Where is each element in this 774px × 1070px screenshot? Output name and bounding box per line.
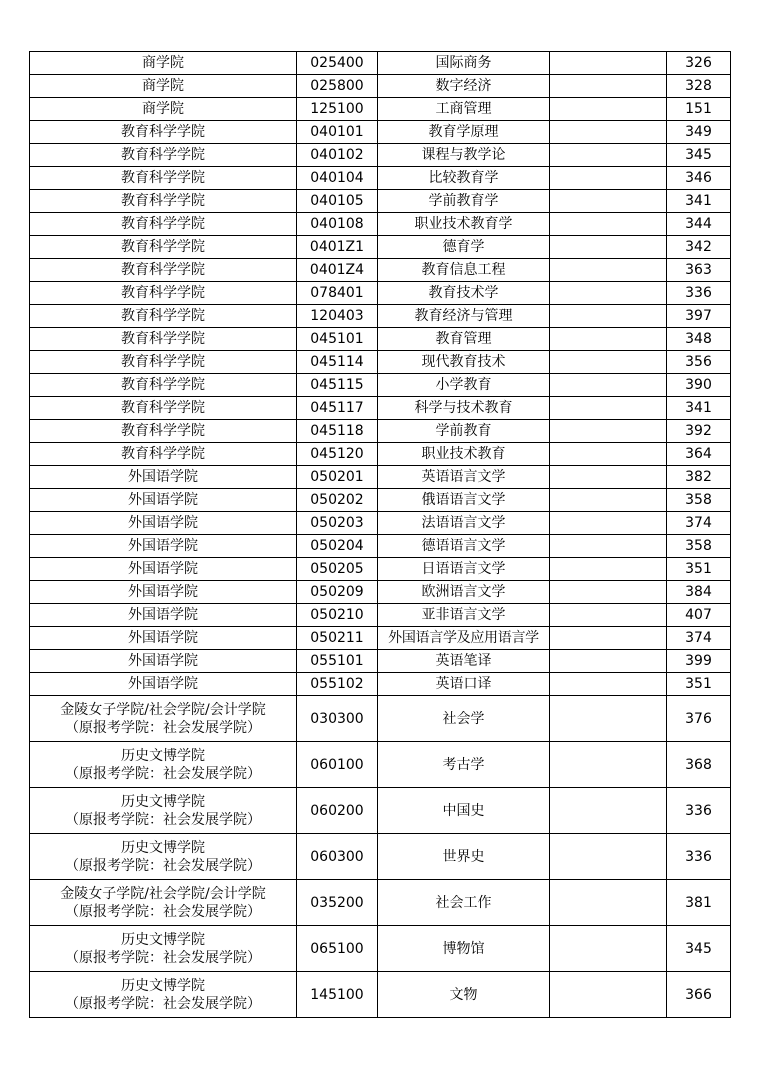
score-cell: 407 bbox=[667, 604, 731, 627]
school-cell bbox=[30, 466, 297, 489]
school-name-line: （原报考学院：社会发展学院） bbox=[65, 811, 261, 828]
score-cell: 366 bbox=[667, 972, 731, 1018]
table-row bbox=[30, 52, 731, 75]
table-row bbox=[30, 650, 731, 673]
empty-cell bbox=[550, 75, 667, 98]
table-row bbox=[30, 397, 731, 420]
empty-cell bbox=[550, 443, 667, 466]
major-code-cell: 060300 bbox=[297, 834, 378, 880]
school-name-line: 教育科学学院 bbox=[121, 331, 205, 347]
school-cell bbox=[30, 972, 297, 1018]
score-cell: 336 bbox=[667, 788, 731, 834]
school-cell bbox=[30, 673, 297, 696]
school-name-line: 外国语学院 bbox=[128, 515, 198, 531]
major-name-cell: 教育技术学 bbox=[378, 282, 550, 305]
empty-cell bbox=[550, 52, 667, 75]
school-cell bbox=[30, 788, 297, 834]
major-code-cell: 065100 bbox=[297, 926, 378, 972]
school-cell bbox=[30, 121, 297, 144]
school-cell bbox=[30, 75, 297, 98]
table-row bbox=[30, 696, 731, 742]
table-row bbox=[30, 144, 731, 167]
empty-cell bbox=[550, 696, 667, 742]
major-code-cell: 050202 bbox=[297, 489, 378, 512]
major-code-cell: 050210 bbox=[297, 604, 378, 627]
major-name-cell: 俄语语言文学 bbox=[378, 489, 550, 512]
major-name-cell: 教育经济与管理 bbox=[378, 305, 550, 328]
major-name-cell: 博物馆 bbox=[378, 926, 550, 972]
empty-cell bbox=[550, 144, 667, 167]
table-row bbox=[30, 673, 731, 696]
school-cell bbox=[30, 98, 297, 121]
school-cell bbox=[30, 282, 297, 305]
school-name-line: 教育科学学院 bbox=[121, 423, 205, 439]
empty-cell bbox=[550, 282, 667, 305]
major-name-cell: 外国语言学及应用语言学 bbox=[378, 627, 550, 650]
major-code-cell: 045117 bbox=[297, 397, 378, 420]
school-cell bbox=[30, 374, 297, 397]
table-row bbox=[30, 535, 731, 558]
school-name-line: 历史文博学院 bbox=[121, 977, 205, 994]
school-name-line: （原报考学院：社会发展学院） bbox=[65, 857, 261, 874]
school-name-line: 外国语学院 bbox=[128, 630, 198, 646]
major-name-cell: 亚非语言文学 bbox=[378, 604, 550, 627]
empty-cell bbox=[550, 880, 667, 926]
empty-cell bbox=[550, 190, 667, 213]
empty-cell bbox=[550, 834, 667, 880]
score-cell: 351 bbox=[667, 558, 731, 581]
school-name-line: 教育科学学院 bbox=[121, 216, 205, 232]
school-cell bbox=[30, 213, 297, 236]
major-name-cell: 社会工作 bbox=[378, 880, 550, 926]
major-code-cell: 055102 bbox=[297, 673, 378, 696]
major-name-cell: 中国史 bbox=[378, 788, 550, 834]
score-cell: 341 bbox=[667, 190, 731, 213]
major-name-cell: 社会学 bbox=[378, 696, 550, 742]
major-name-cell: 法语语言文学 bbox=[378, 512, 550, 535]
major-code-cell: 025800 bbox=[297, 75, 378, 98]
table-row bbox=[30, 374, 731, 397]
empty-cell bbox=[550, 328, 667, 351]
school-name-line: 商学院 bbox=[142, 55, 184, 71]
major-code-cell: 040105 bbox=[297, 190, 378, 213]
major-code-cell: 145100 bbox=[297, 972, 378, 1018]
school-cell bbox=[30, 305, 297, 328]
score-cell: 326 bbox=[667, 52, 731, 75]
school-name-line: （原报考学院：社会发展学院） bbox=[65, 719, 261, 736]
empty-cell bbox=[550, 535, 667, 558]
score-cell: 151 bbox=[667, 98, 731, 121]
major-code-cell: 040108 bbox=[297, 213, 378, 236]
school-cell bbox=[30, 190, 297, 213]
major-name-cell: 英语口译 bbox=[378, 673, 550, 696]
empty-cell bbox=[550, 926, 667, 972]
school-cell bbox=[30, 742, 297, 788]
major-code-cell: 0401Z4 bbox=[297, 259, 378, 282]
major-code-cell: 045114 bbox=[297, 351, 378, 374]
table-row bbox=[30, 328, 731, 351]
school-name-line: 教育科学学院 bbox=[121, 400, 205, 416]
school-name-line: 教育科学学院 bbox=[121, 308, 205, 324]
major-name-cell: 教育管理 bbox=[378, 328, 550, 351]
score-cell: 358 bbox=[667, 535, 731, 558]
major-name-cell: 学前教育 bbox=[378, 420, 550, 443]
table-row bbox=[30, 420, 731, 443]
empty-cell bbox=[550, 236, 667, 259]
empty-cell bbox=[550, 489, 667, 512]
empty-cell bbox=[550, 213, 667, 236]
score-cell: 345 bbox=[667, 926, 731, 972]
empty-cell bbox=[550, 305, 667, 328]
table-row bbox=[30, 213, 731, 236]
score-cell: 364 bbox=[667, 443, 731, 466]
major-name-cell: 职业技术教育 bbox=[378, 443, 550, 466]
major-name-cell: 教育学原理 bbox=[378, 121, 550, 144]
empty-cell bbox=[550, 558, 667, 581]
major-code-cell: 050203 bbox=[297, 512, 378, 535]
major-code-cell: 050205 bbox=[297, 558, 378, 581]
school-cell bbox=[30, 926, 297, 972]
table-row bbox=[30, 604, 731, 627]
table-row bbox=[30, 443, 731, 466]
school-name-line: 教育科学学院 bbox=[121, 124, 205, 140]
table-row bbox=[30, 742, 731, 788]
admission-score-table bbox=[29, 51, 731, 1018]
score-cell: 336 bbox=[667, 834, 731, 880]
school-name-line: （原报考学院：社会发展学院） bbox=[65, 903, 261, 920]
major-code-cell: 050201 bbox=[297, 466, 378, 489]
score-cell: 374 bbox=[667, 512, 731, 535]
score-cell: 381 bbox=[667, 880, 731, 926]
school-cell bbox=[30, 259, 297, 282]
school-name-line: 教育科学学院 bbox=[121, 170, 205, 186]
school-name-line: 商学院 bbox=[142, 101, 184, 117]
table-row bbox=[30, 972, 731, 1018]
score-cell: 336 bbox=[667, 282, 731, 305]
school-cell bbox=[30, 489, 297, 512]
score-cell: 345 bbox=[667, 144, 731, 167]
empty-cell bbox=[550, 466, 667, 489]
major-code-cell: 040101 bbox=[297, 121, 378, 144]
school-cell bbox=[30, 144, 297, 167]
score-cell: 374 bbox=[667, 627, 731, 650]
school-name-line: 历史文博学院 bbox=[121, 931, 205, 948]
empty-cell bbox=[550, 98, 667, 121]
major-code-cell: 050204 bbox=[297, 535, 378, 558]
school-name-line: 外国语学院 bbox=[128, 584, 198, 600]
school-name-line: 教育科学学院 bbox=[121, 147, 205, 163]
school-name-line: 教育科学学院 bbox=[121, 354, 205, 370]
major-name-cell: 数字经济 bbox=[378, 75, 550, 98]
school-name-line: 历史文博学院 bbox=[121, 747, 205, 764]
major-name-cell: 国际商务 bbox=[378, 52, 550, 75]
school-cell bbox=[30, 535, 297, 558]
school-cell bbox=[30, 604, 297, 627]
score-cell: 349 bbox=[667, 121, 731, 144]
table-row bbox=[30, 98, 731, 121]
table-row bbox=[30, 489, 731, 512]
major-name-cell: 英语语言文学 bbox=[378, 466, 550, 489]
school-cell bbox=[30, 627, 297, 650]
major-name-cell: 科学与技术教育 bbox=[378, 397, 550, 420]
school-cell bbox=[30, 650, 297, 673]
major-code-cell: 045115 bbox=[297, 374, 378, 397]
table-row bbox=[30, 466, 731, 489]
table-row bbox=[30, 190, 731, 213]
empty-cell bbox=[550, 673, 667, 696]
school-name-line: 教育科学学院 bbox=[121, 377, 205, 393]
table-row bbox=[30, 512, 731, 535]
school-cell bbox=[30, 581, 297, 604]
school-name-line: （原报考学院：社会发展学院） bbox=[65, 995, 261, 1012]
empty-cell bbox=[550, 121, 667, 144]
empty-cell bbox=[550, 512, 667, 535]
school-name-line: 外国语学院 bbox=[128, 653, 198, 669]
table-row bbox=[30, 305, 731, 328]
major-name-cell: 课程与教学论 bbox=[378, 144, 550, 167]
table-row bbox=[30, 351, 731, 374]
major-code-cell: 040102 bbox=[297, 144, 378, 167]
score-cell: 351 bbox=[667, 673, 731, 696]
school-cell bbox=[30, 512, 297, 535]
table-row bbox=[30, 558, 731, 581]
school-cell bbox=[30, 236, 297, 259]
school-name-line: 外国语学院 bbox=[128, 561, 198, 577]
major-name-cell: 比较教育学 bbox=[378, 167, 550, 190]
school-cell bbox=[30, 834, 297, 880]
table-row bbox=[30, 167, 731, 190]
table-row bbox=[30, 788, 731, 834]
school-cell bbox=[30, 328, 297, 351]
score-cell: 384 bbox=[667, 581, 731, 604]
major-name-cell: 学前教育学 bbox=[378, 190, 550, 213]
score-cell: 382 bbox=[667, 466, 731, 489]
empty-cell bbox=[550, 420, 667, 443]
major-name-cell: 世界史 bbox=[378, 834, 550, 880]
major-code-cell: 055101 bbox=[297, 650, 378, 673]
empty-cell bbox=[550, 581, 667, 604]
table-row bbox=[30, 581, 731, 604]
school-cell bbox=[30, 52, 297, 75]
empty-cell bbox=[550, 604, 667, 627]
score-cell: 328 bbox=[667, 75, 731, 98]
major-code-cell: 040104 bbox=[297, 167, 378, 190]
score-cell: 392 bbox=[667, 420, 731, 443]
major-code-cell: 045101 bbox=[297, 328, 378, 351]
school-cell bbox=[30, 880, 297, 926]
score-cell: 358 bbox=[667, 489, 731, 512]
major-code-cell: 035200 bbox=[297, 880, 378, 926]
empty-cell bbox=[550, 374, 667, 397]
school-name-line: 教育科学学院 bbox=[121, 262, 205, 278]
school-name-line: 教育科学学院 bbox=[121, 285, 205, 301]
school-name-line: 外国语学院 bbox=[128, 607, 198, 623]
empty-cell bbox=[550, 167, 667, 190]
empty-cell bbox=[550, 788, 667, 834]
school-cell bbox=[30, 558, 297, 581]
school-name-line: 历史文博学院 bbox=[121, 793, 205, 810]
table-row bbox=[30, 834, 731, 880]
school-name-line: 教育科学学院 bbox=[121, 446, 205, 462]
score-cell: 376 bbox=[667, 696, 731, 742]
school-name-line: 金陵女子学院/社会学院/会计学院 bbox=[60, 885, 266, 902]
major-code-cell: 0401Z1 bbox=[297, 236, 378, 259]
school-cell bbox=[30, 397, 297, 420]
empty-cell bbox=[550, 972, 667, 1018]
school-name-line: 历史文博学院 bbox=[121, 839, 205, 856]
school-cell bbox=[30, 167, 297, 190]
table-row bbox=[30, 259, 731, 282]
score-cell: 368 bbox=[667, 742, 731, 788]
school-name-line: 外国语学院 bbox=[128, 676, 198, 692]
major-code-cell: 045118 bbox=[297, 420, 378, 443]
school-name-line: 教育科学学院 bbox=[121, 193, 205, 209]
empty-cell bbox=[550, 397, 667, 420]
table-row bbox=[30, 236, 731, 259]
school-cell bbox=[30, 351, 297, 374]
major-name-cell: 现代教育技术 bbox=[378, 351, 550, 374]
major-code-cell: 030300 bbox=[297, 696, 378, 742]
school-name-line: 外国语学院 bbox=[128, 538, 198, 554]
major-code-cell: 050209 bbox=[297, 581, 378, 604]
major-code-cell: 045120 bbox=[297, 443, 378, 466]
major-name-cell: 文物 bbox=[378, 972, 550, 1018]
school-cell bbox=[30, 443, 297, 466]
major-code-cell: 050211 bbox=[297, 627, 378, 650]
score-cell: 397 bbox=[667, 305, 731, 328]
school-name-line: （原报考学院：社会发展学院） bbox=[65, 949, 261, 966]
major-code-cell: 120403 bbox=[297, 305, 378, 328]
major-name-cell: 德语语言文学 bbox=[378, 535, 550, 558]
score-cell: 341 bbox=[667, 397, 731, 420]
table-row bbox=[30, 75, 731, 98]
school-name-line: 外国语学院 bbox=[128, 469, 198, 485]
major-name-cell: 欧洲语言文学 bbox=[378, 581, 550, 604]
score-cell: 346 bbox=[667, 167, 731, 190]
empty-cell bbox=[550, 259, 667, 282]
school-name-line: 教育科学学院 bbox=[121, 239, 205, 255]
empty-cell bbox=[550, 627, 667, 650]
table-row bbox=[30, 627, 731, 650]
score-cell: 390 bbox=[667, 374, 731, 397]
table-row bbox=[30, 282, 731, 305]
school-cell bbox=[30, 420, 297, 443]
school-name-line: 外国语学院 bbox=[128, 492, 198, 508]
school-cell bbox=[30, 696, 297, 742]
empty-cell bbox=[550, 351, 667, 374]
school-name-line: 商学院 bbox=[142, 78, 184, 94]
major-code-cell: 078401 bbox=[297, 282, 378, 305]
score-cell: 348 bbox=[667, 328, 731, 351]
major-code-cell: 125100 bbox=[297, 98, 378, 121]
score-cell: 356 bbox=[667, 351, 731, 374]
score-cell: 344 bbox=[667, 213, 731, 236]
major-name-cell: 小学教育 bbox=[378, 374, 550, 397]
score-cell: 399 bbox=[667, 650, 731, 673]
major-code-cell: 060100 bbox=[297, 742, 378, 788]
table-row bbox=[30, 880, 731, 926]
empty-cell bbox=[550, 650, 667, 673]
major-code-cell: 060200 bbox=[297, 788, 378, 834]
major-code-cell: 025400 bbox=[297, 52, 378, 75]
major-name-cell: 德育学 bbox=[378, 236, 550, 259]
major-name-cell: 教育信息工程 bbox=[378, 259, 550, 282]
school-name-line: （原报考学院：社会发展学院） bbox=[65, 765, 261, 782]
score-cell: 363 bbox=[667, 259, 731, 282]
empty-cell bbox=[550, 742, 667, 788]
major-name-cell: 英语笔译 bbox=[378, 650, 550, 673]
score-cell: 342 bbox=[667, 236, 731, 259]
major-name-cell: 职业技术教育学 bbox=[378, 213, 550, 236]
major-name-cell: 工商管理 bbox=[378, 98, 550, 121]
table-body bbox=[30, 52, 731, 1018]
major-name-cell: 日语语言文学 bbox=[378, 558, 550, 581]
major-name-cell: 考古学 bbox=[378, 742, 550, 788]
table-row bbox=[30, 926, 731, 972]
school-name-line: 金陵女子学院/社会学院/会计学院 bbox=[60, 701, 266, 718]
table-row bbox=[30, 121, 731, 144]
